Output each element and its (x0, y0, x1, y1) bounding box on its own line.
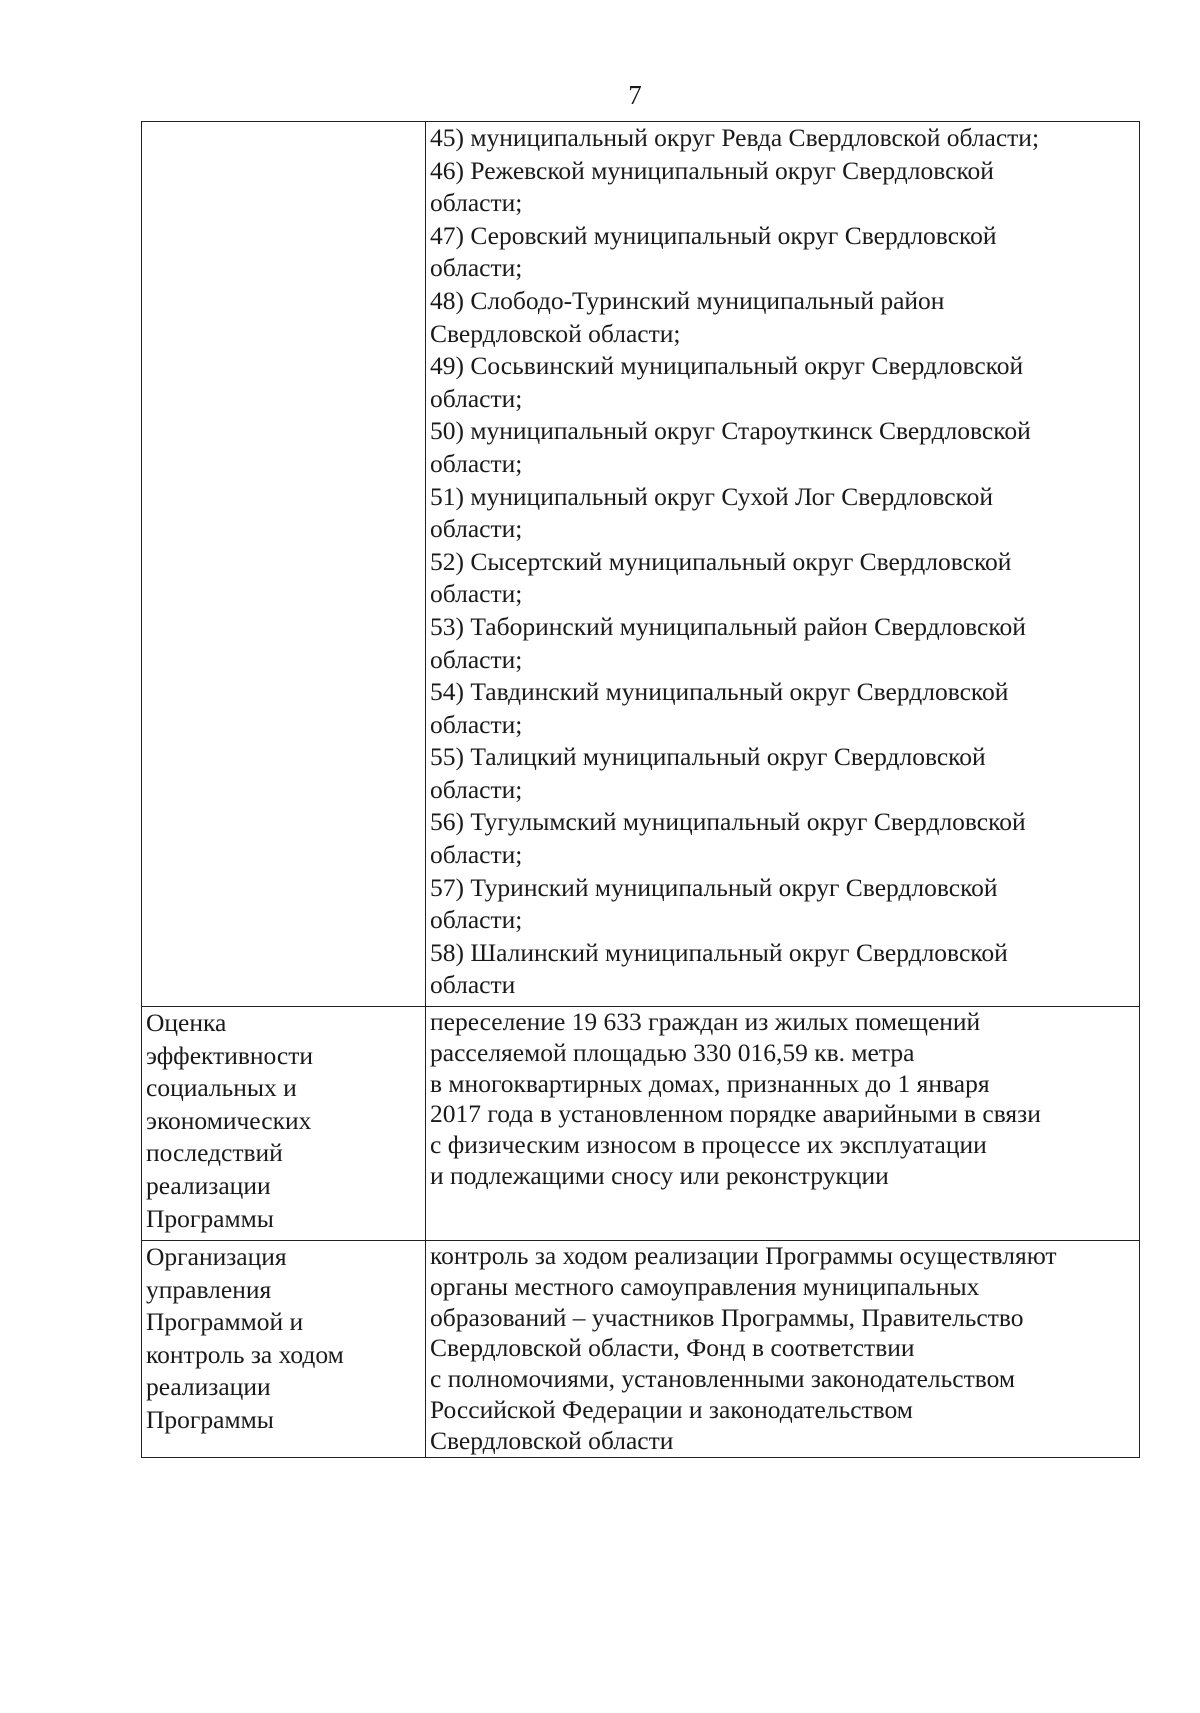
management-text-line: образований – участников Программы, Правительство (430, 1302, 1024, 1332)
territory-line: 56) Тугулымский муниципальный округ Свердловской (430, 807, 1026, 837)
territory-line: области; (430, 709, 523, 739)
management-text-line: Российской Федерации и законодательством (430, 1394, 913, 1424)
territory-line: 52) Сысертский муниципальный округ Свердловской (430, 546, 1012, 576)
territory-line: 54) Тавдинский муниципальный округ Свердловской (430, 677, 1009, 707)
territory-line: Свердловской области; (430, 318, 681, 348)
evaluation-label-line: последствий (146, 1138, 283, 1168)
evaluation-label-line: социальных и (146, 1073, 297, 1103)
territory-line: 47) Серовский муниципальный округ Свердловской (430, 220, 997, 250)
program-passport-table (141, 121, 1140, 1458)
evaluation-label-cell (142, 1007, 426, 1241)
management-label-line: Организация (146, 1242, 287, 1271)
evaluation-label-line: экономических (146, 1105, 312, 1135)
evaluation-text-line: расселяемой площадью 330 016,59 кв. метра (430, 1037, 915, 1067)
territory-line: 45) муниципальный округ Ревда Свердловской области; (430, 123, 1040, 152)
evaluation-text-line: и подлежащими сносу или реконструкции (430, 1160, 889, 1190)
management-label-line: Программы (146, 1404, 274, 1434)
management-text-cell (426, 1241, 1140, 1458)
territory-line: области; (430, 905, 523, 935)
table-row-evaluation (142, 1007, 1140, 1241)
evaluation-text-line: переселение 19 633 граждан из жилых помещений (430, 1007, 981, 1036)
territory-line: области; (430, 383, 523, 413)
evaluation-label-line: эффективности (146, 1040, 314, 1070)
evaluation-label-line: реализации (146, 1170, 271, 1200)
territory-line: области; (430, 448, 523, 478)
evaluation-text-line: с физическим износом в процессе их эксплуатации (430, 1130, 987, 1160)
territory-line: области (430, 970, 516, 1000)
territory-line: области; (430, 579, 523, 609)
table-row-management (142, 1241, 1140, 1458)
territory-line: 49) Сосьвинский муниципальный округ Свердловской (430, 351, 1024, 381)
territory-line: 48) Слободо-Туринский муниципальный район (430, 285, 945, 315)
management-text-line: контроль за ходом реализации Программы осуществляют (430, 1241, 1057, 1270)
territory-line: 51) муниципальный округ Сухой Лог Свердловской (430, 481, 994, 511)
territory-line: области; (430, 774, 523, 804)
management-label-line: реализации (146, 1372, 271, 1402)
territory-line: 58) Шалинский муниципальный округ Свердловской (430, 937, 1008, 967)
territory-line: 46) Режевской муниципальный округ Свердловской (430, 155, 994, 185)
management-text-line: Свердловской области, Фонд в соответствии (430, 1333, 915, 1363)
territory-line: 55) Талицкий муниципальный округ Свердловской (430, 742, 986, 772)
management-label-cell (142, 1241, 426, 1458)
territory-line: области; (430, 644, 523, 674)
territory-line: области; (430, 514, 523, 544)
table-row-territories (142, 122, 1140, 1007)
territory-line: 53) Таборинский муниципальный район Свердловской (430, 611, 1026, 641)
management-text-line: органы местного самоуправления муниципальных (430, 1271, 980, 1301)
management-label-line: управления (146, 1274, 272, 1304)
evaluation-text-line: в многоквартирных домах, признанных до 1 января (430, 1068, 990, 1098)
territory-line: 57) Туринский муниципальный округ Свердловской (430, 872, 998, 902)
evaluation-label-line: Программы (146, 1203, 274, 1233)
management-label-line: Программой и (146, 1307, 304, 1337)
management-label-line: контроль за ходом (146, 1339, 344, 1369)
territory-line: области; (430, 840, 523, 870)
territories-label-cell (142, 122, 426, 1007)
page-number: 7 (628, 80, 642, 110)
evaluation-text-line: 2017 года в установленном порядке аварийными в связи (430, 1099, 1041, 1129)
management-text-line: с полномочиями, установленными законодательством (430, 1364, 1015, 1394)
management-text-line: Свердловской области (430, 1425, 674, 1455)
evaluation-text-cell (426, 1007, 1140, 1241)
territory-line: области; (430, 253, 523, 283)
territory-line: 50) муниципальный округ Староуткинск Свердловской (430, 416, 1031, 446)
territory-line: области; (430, 188, 523, 218)
evaluation-label-line: Оценка (146, 1008, 227, 1037)
territories-list-cell (426, 122, 1140, 1007)
